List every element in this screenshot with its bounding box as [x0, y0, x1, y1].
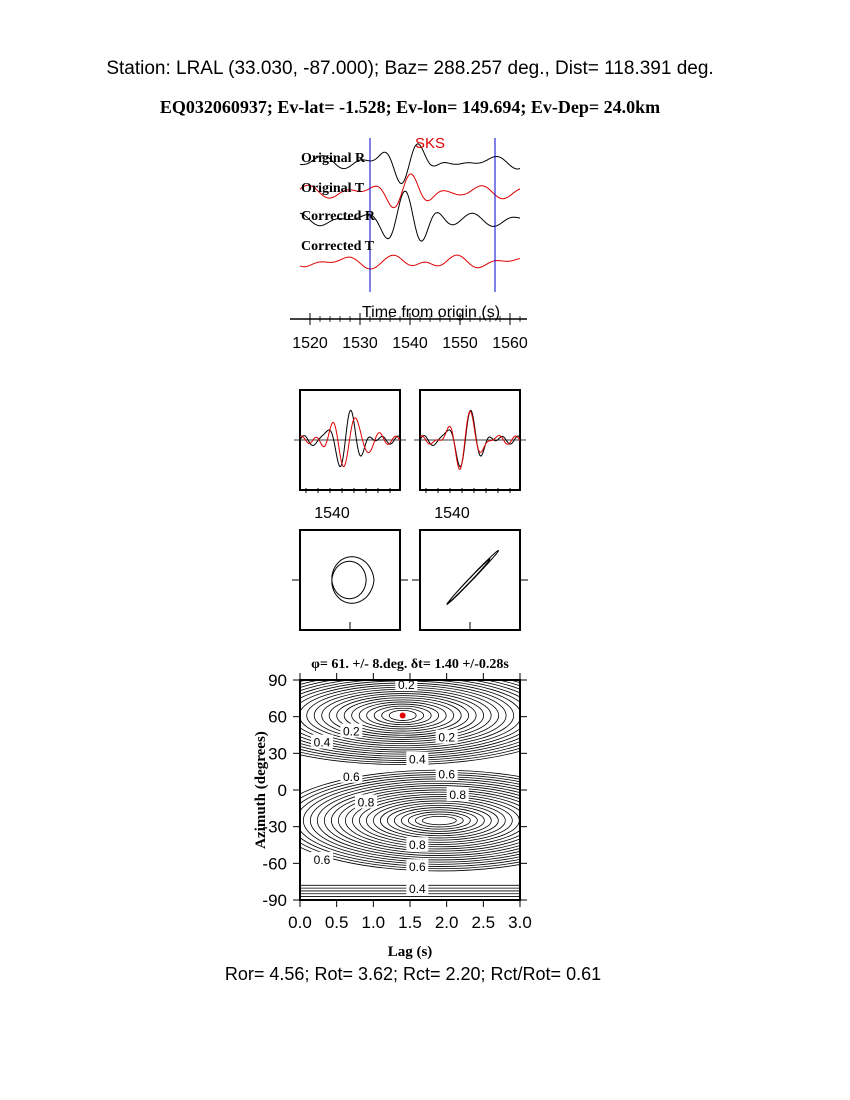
x-tick-label-5: 2.5 [471, 913, 496, 932]
waveform-traces-original [294, 410, 406, 493]
y-axis-label: Azimuth (degrees) [253, 731, 269, 849]
trace-label-original-r: Original R [301, 151, 366, 166]
y-tick-label-1: 60 [268, 707, 287, 727]
phase-label: SKS [415, 135, 446, 152]
contour-label-4: 0.4 [408, 752, 426, 767]
x-axis-label: Lag (s) [387, 944, 433, 960]
y-tick-label-5: -60 [262, 854, 287, 874]
waveform-tick-label-corrected: 1540 [434, 505, 470, 522]
trace-label-original-t: Original T [301, 181, 365, 196]
stats-footer: Ror= 4.56; Rot= 3.62; Rct= 2.20; Rct/Rot= 0.61 [224, 964, 602, 984]
y-tick-label-2: 30 [268, 744, 287, 764]
x-tick-label-3: 1.5 [398, 913, 422, 932]
corrected-trace [300, 418, 400, 467]
y-tick-label-4: -30 [262, 817, 287, 837]
waveform-panel-original [294, 390, 406, 522]
x-tick-label-4: 2.0 [434, 913, 459, 932]
contour-lower [401, 810, 477, 832]
time-axis-label: Time from origin (s) [361, 304, 501, 321]
seismogram-panel [290, 135, 528, 352]
contour-lower [359, 797, 519, 845]
waveform-traces-corrected [414, 410, 526, 493]
time-tick-label-1: 1530 [342, 335, 378, 352]
particle-motion-panel-original [292, 530, 408, 630]
x-tick-label-1: 0.5 [324, 913, 349, 932]
particle-frame-corrected [420, 530, 520, 630]
trace-3 [300, 255, 520, 269]
contour-label-6: 0.6 [438, 767, 456, 782]
station-header: Station: LRAL (33.030, -87.000); Baz= 288.257 deg., Dist= 118.391 deg. [106, 58, 714, 79]
contour-label-7: 0.8 [357, 795, 375, 810]
particle-frame-original [300, 530, 400, 630]
particle-motion-panel-corrected [412, 530, 528, 630]
contour-lower [289, 775, 589, 867]
y-tick-label-3: 0 [277, 781, 287, 800]
event-header: EQ032060937; Ev-lat= -1.528; Ev-lon= 149.694; Ev-Dep= 24.0km [159, 97, 661, 117]
contour-label-1: 0.2 [342, 724, 360, 739]
trace-label-corrected-t: Corrected T [301, 239, 374, 254]
contour-lower [303, 779, 575, 862]
trace-label-corrected-r: Corrected R [301, 209, 375, 224]
x-tick-label-0: 0.0 [288, 913, 312, 932]
particle-path [332, 557, 374, 604]
contour-label-9: 0.8 [408, 838, 426, 853]
particle-path [447, 551, 499, 605]
contour-lower [373, 801, 505, 840]
waveform-tick-label-original: 1540 [314, 505, 350, 522]
contour-label-12: 0.4 [408, 882, 426, 897]
grid-search-panel [232, 657, 604, 960]
contour-label-10: 0.6 [313, 852, 331, 867]
grid-search-title: φ= 61. +/- 8.deg. δt= 1.40 +/-0.28s [311, 657, 509, 672]
contour-label-2: 0.4 [313, 735, 331, 750]
contour-lower [352, 794, 526, 846]
particle-motion-corrected [412, 551, 528, 631]
radial-trace [420, 410, 520, 466]
contour-label-5: 0.6 [342, 769, 360, 784]
time-tick-label-4: 1560 [492, 335, 528, 352]
particle-motion-original [292, 557, 408, 630]
time-tick-label-2: 1540 [392, 335, 428, 352]
y-tick-label-6: -90 [262, 891, 287, 910]
contour-label-8: 0.8 [449, 788, 467, 803]
contour-lower [394, 808, 484, 834]
y-tick-label-0: 90 [268, 671, 287, 690]
contour-lower [380, 803, 498, 838]
contour-label-3: 0.2 [438, 730, 456, 745]
contour-lower [422, 816, 456, 824]
contour-label-11: 0.6 [408, 860, 426, 875]
contour-label-0: 0.2 [397, 678, 415, 693]
x-tick-label-2: 1.0 [361, 913, 386, 932]
contour-lower [310, 781, 568, 860]
time-tick-label-3: 1550 [442, 335, 478, 352]
x-tick-label-6: 3.0 [508, 913, 532, 932]
time-tick-label-0: 1520 [292, 335, 328, 352]
best-fit-marker [400, 712, 406, 718]
waveform-panel-corrected [414, 390, 526, 522]
